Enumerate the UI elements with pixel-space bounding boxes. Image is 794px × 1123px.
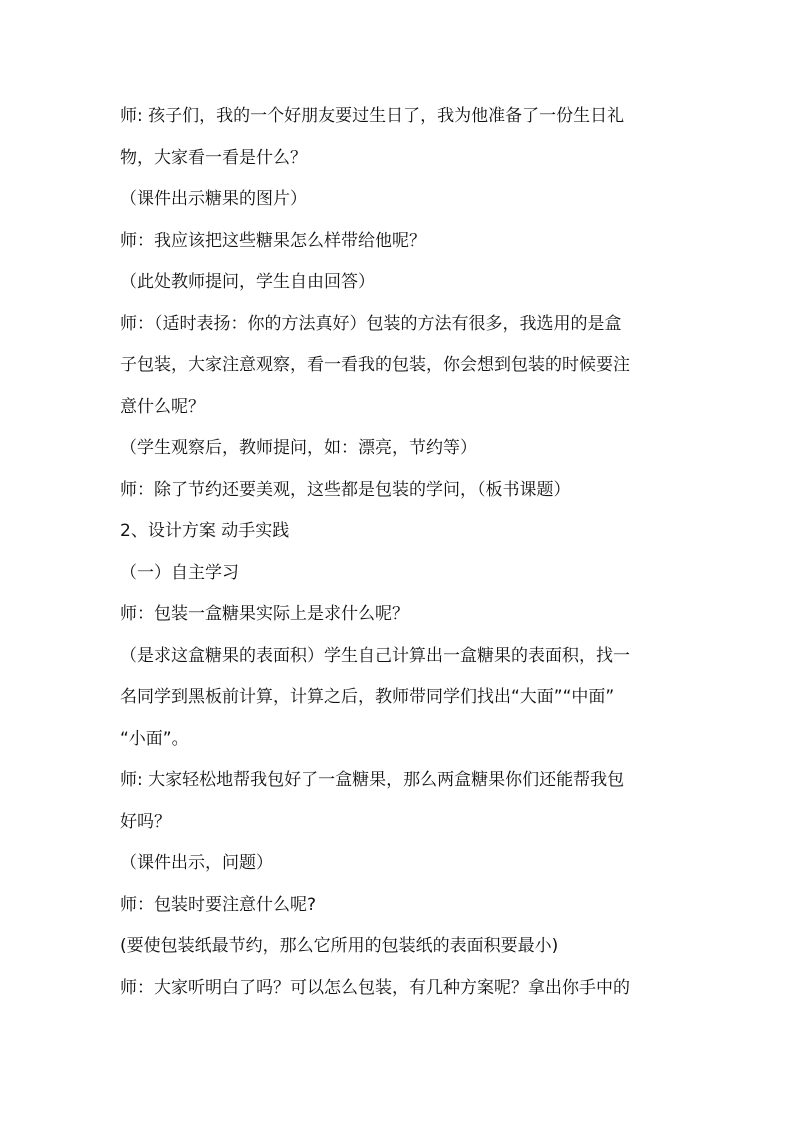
subsection-heading: （一）自主学习 bbox=[120, 562, 239, 583]
paragraph-line: 师：包装一盒糖果实际上是求什么呢？ bbox=[120, 604, 409, 624]
paragraph-line: （课件出示糖果的图片） bbox=[120, 189, 307, 209]
paragraph-line: (要使包装纸最节约，那么它所用的包装纸的表面积要最小) bbox=[120, 936, 559, 956]
paragraph-line: 意什么呢？ bbox=[120, 396, 205, 417]
paragraph-line: 名同学到黑板前计算，计算之后，教师带同学们找出“大面”“中面” bbox=[120, 687, 615, 707]
paragraph-line: 师: 孩子们，我的一个好朋友要过生日了，我为他准备了一份生日礼 bbox=[120, 106, 625, 126]
paragraph-line: （此处教师提问，学生自由回答） bbox=[120, 272, 375, 292]
paragraph-line: （学生观察后，教师提问，如：漂亮，节约等） bbox=[120, 438, 477, 458]
paragraph-line: 子包装，大家注意观察，看一看我的包装，你会想到包装的时候要注 bbox=[120, 355, 630, 375]
paragraph-line: 师：我应该把这些糖果怎么样带给他呢？ bbox=[120, 230, 426, 251]
paragraph-line: 师：（适时表扬：你的方法真好）包装的方法有很多，我选用的是盒 bbox=[120, 313, 622, 334]
paragraph-line: （是求这盒糖果的表面积）学生自己计算出一盒糖果的表面积，找一 bbox=[120, 645, 630, 666]
section-heading: 2、设计方案 动手实践 bbox=[120, 521, 290, 541]
paragraph-line: 物，大家看一看是什么？ bbox=[120, 147, 307, 168]
paragraph-line: 师：包装时要注意什么呢? bbox=[120, 894, 317, 915]
paragraph-line: “小面”。 bbox=[120, 728, 189, 749]
paragraph-line: 师：大家听明白了吗？可以怎么包装，有几种方案呢？拿出你手中的 bbox=[120, 977, 630, 998]
paragraph-line: 好吗？ bbox=[120, 811, 171, 832]
paragraph-line: 师：除了节约还要美观，这些都是包装的学问，（板书课题） bbox=[120, 479, 571, 500]
paragraph-line: 师: 大家轻松地帮我包好了一盒糖果，那么两盒糖果你们还能帮我包 bbox=[120, 770, 625, 790]
document-body bbox=[120, 96, 680, 1009]
paragraph-line: （课件出示，问题） bbox=[120, 853, 273, 873]
